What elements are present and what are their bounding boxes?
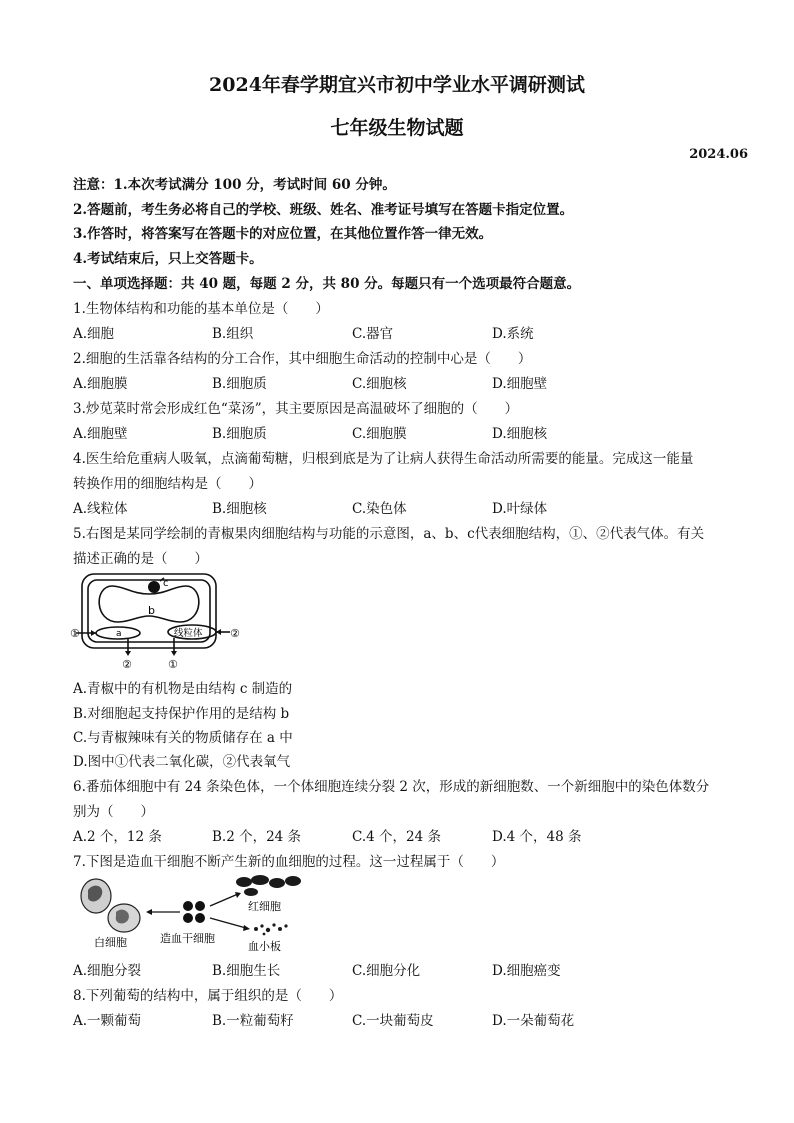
option-a: A.一颗葡萄 <box>73 1013 142 1029</box>
option-c: C.4 个，24 条 <box>352 829 441 845</box>
question-stem: 5.右图是某同学绘制的青椒果肉细胞结构与功能的示意图，a、b、c代表细胞结构，①、②代表气体。有关 <box>73 526 705 542</box>
label-b: b <box>148 604 155 617</box>
note-2: 2.答题前，考生务必将自己的学校、班级、姓名、准考证号填写在答题卡指定位置。 <box>73 202 574 218</box>
hematopoietic-stem-cells <box>183 901 205 923</box>
option-b: B.对细胞起支持保护作用的是结构 b <box>73 706 290 722</box>
option-b: B.细胞核 <box>212 501 267 517</box>
option-d: D.一朵葡萄花 <box>492 1013 575 1029</box>
label-c: c <box>163 578 169 589</box>
option-c: C.细胞分化 <box>352 963 421 979</box>
note-4: 4.考试结束后，只上交答题卡。 <box>73 251 263 267</box>
question-stem: 1.生物体结构和功能的基本单位是（ ） <box>73 301 329 317</box>
label-stem-cell: 造血干细胞 <box>160 932 215 945</box>
note-3: 3.作答时，将答案写在答题卡的对应位置，在其他位置作答一律无效。 <box>73 226 493 242</box>
option-d: D.细胞癌变 <box>492 963 561 979</box>
option-d: D.4 个，48 条 <box>492 829 582 845</box>
option-a: A.2 个，12 条 <box>73 829 162 845</box>
question-stem: 7.下图是造血干细胞不断产生新的血细胞的过程。这一过程属于（ ） <box>73 854 505 870</box>
exam-subtitle: 七年级生物试题 <box>330 117 464 139</box>
option-b: B.细胞质 <box>212 426 267 442</box>
option-b: B.细胞质 <box>212 376 267 392</box>
option-c: C.一块葡萄皮 <box>352 1013 434 1029</box>
label-gas-2-right: ② <box>230 627 240 640</box>
option-d: D.图中①代表二氧化碳，②代表氧气 <box>73 754 291 770</box>
label-red-blood-cell: 红细胞 <box>248 900 281 913</box>
option-a: A.细胞膜 <box>73 376 128 392</box>
label-gas-1-left: ① <box>70 627 80 640</box>
section-heading: 一、单项选择题：共 40 题，每题 2 分，共 80 分。每题只有一个选项最符合题意。 <box>73 276 581 292</box>
platelets <box>254 923 288 935</box>
option-b: B.细胞生长 <box>212 963 281 979</box>
white-blood-cells <box>81 879 140 932</box>
question-stem: 8.下列葡萄的结构中，属于组织的是（ ） <box>73 988 343 1004</box>
label-a: a <box>116 629 122 639</box>
option-d: D.叶绿体 <box>492 501 548 517</box>
option-c: C.与青椒辣味有关的物质储存在 a 中 <box>73 730 293 746</box>
option-a: A.细胞 <box>73 326 115 342</box>
option-b: B.一粒葡萄籽 <box>212 1013 294 1029</box>
label-platelet: 血小板 <box>248 940 281 953</box>
question-stem-cont: 别为（ ） <box>73 804 154 820</box>
label-gas-1-bottom: ① <box>168 658 178 670</box>
option-b: B.2 个，24 条 <box>212 829 302 845</box>
blood-cell-diagram <box>74 872 314 954</box>
option-d: D.系统 <box>492 326 534 342</box>
question-stem: 6.番茄体细胞中有 24 条染色体，一个体细胞连续分裂 2 次，形成的新细胞数、一个新细胞中的染色体数分 <box>73 779 710 795</box>
option-a: A.青椒中的有机物是由结构 c 制造的 <box>73 681 293 697</box>
option-d: D.细胞壁 <box>492 376 548 392</box>
option-d: D.细胞核 <box>492 426 548 442</box>
exam-date: 2024.06 <box>689 147 748 162</box>
option-c: C.细胞膜 <box>352 426 407 442</box>
question-stem-cont: 描述正确的是（ ） <box>73 551 208 567</box>
cell-diagram <box>70 570 245 670</box>
option-c: C.染色体 <box>352 501 407 517</box>
label-gas-2-bottom: ② <box>122 658 132 670</box>
note-1: 注意：1.本次考试满分 100 分，考试时间 60 分钟。 <box>73 177 396 193</box>
question-stem: 4.医生给危重病人吸氧，点滴葡萄糖，归根到底是为了让病人获得生命活动所需要的能量。完成这一能量 <box>73 451 694 467</box>
option-a: A.线粒体 <box>73 501 128 517</box>
question-stem: 3.炒苋菜时常会形成红色“菜汤”，其主要原因是高温破坏了细胞的（ ） <box>73 401 519 417</box>
red-blood-cells <box>236 875 301 896</box>
nucleus-c <box>148 581 160 593</box>
option-c: C.细胞核 <box>352 376 407 392</box>
option-c: C.器官 <box>352 326 394 342</box>
label-white-blood-cell: 白细胞 <box>94 936 127 949</box>
question-stem-cont: 转换作用的细胞结构是（ ） <box>73 476 262 492</box>
option-a: A.细胞壁 <box>73 426 128 442</box>
exam-title: 2024年春学期宜兴市初中学业水平调研测试 <box>209 74 585 96</box>
option-b: B.组织 <box>212 326 254 342</box>
question-stem: 2.细胞的生活靠各结构的分工合作，其中细胞生命活动的控制中心是（ ） <box>73 351 532 367</box>
label-mitochondrion: 线粒体 <box>174 628 203 639</box>
option-a: A.细胞分裂 <box>73 963 142 979</box>
